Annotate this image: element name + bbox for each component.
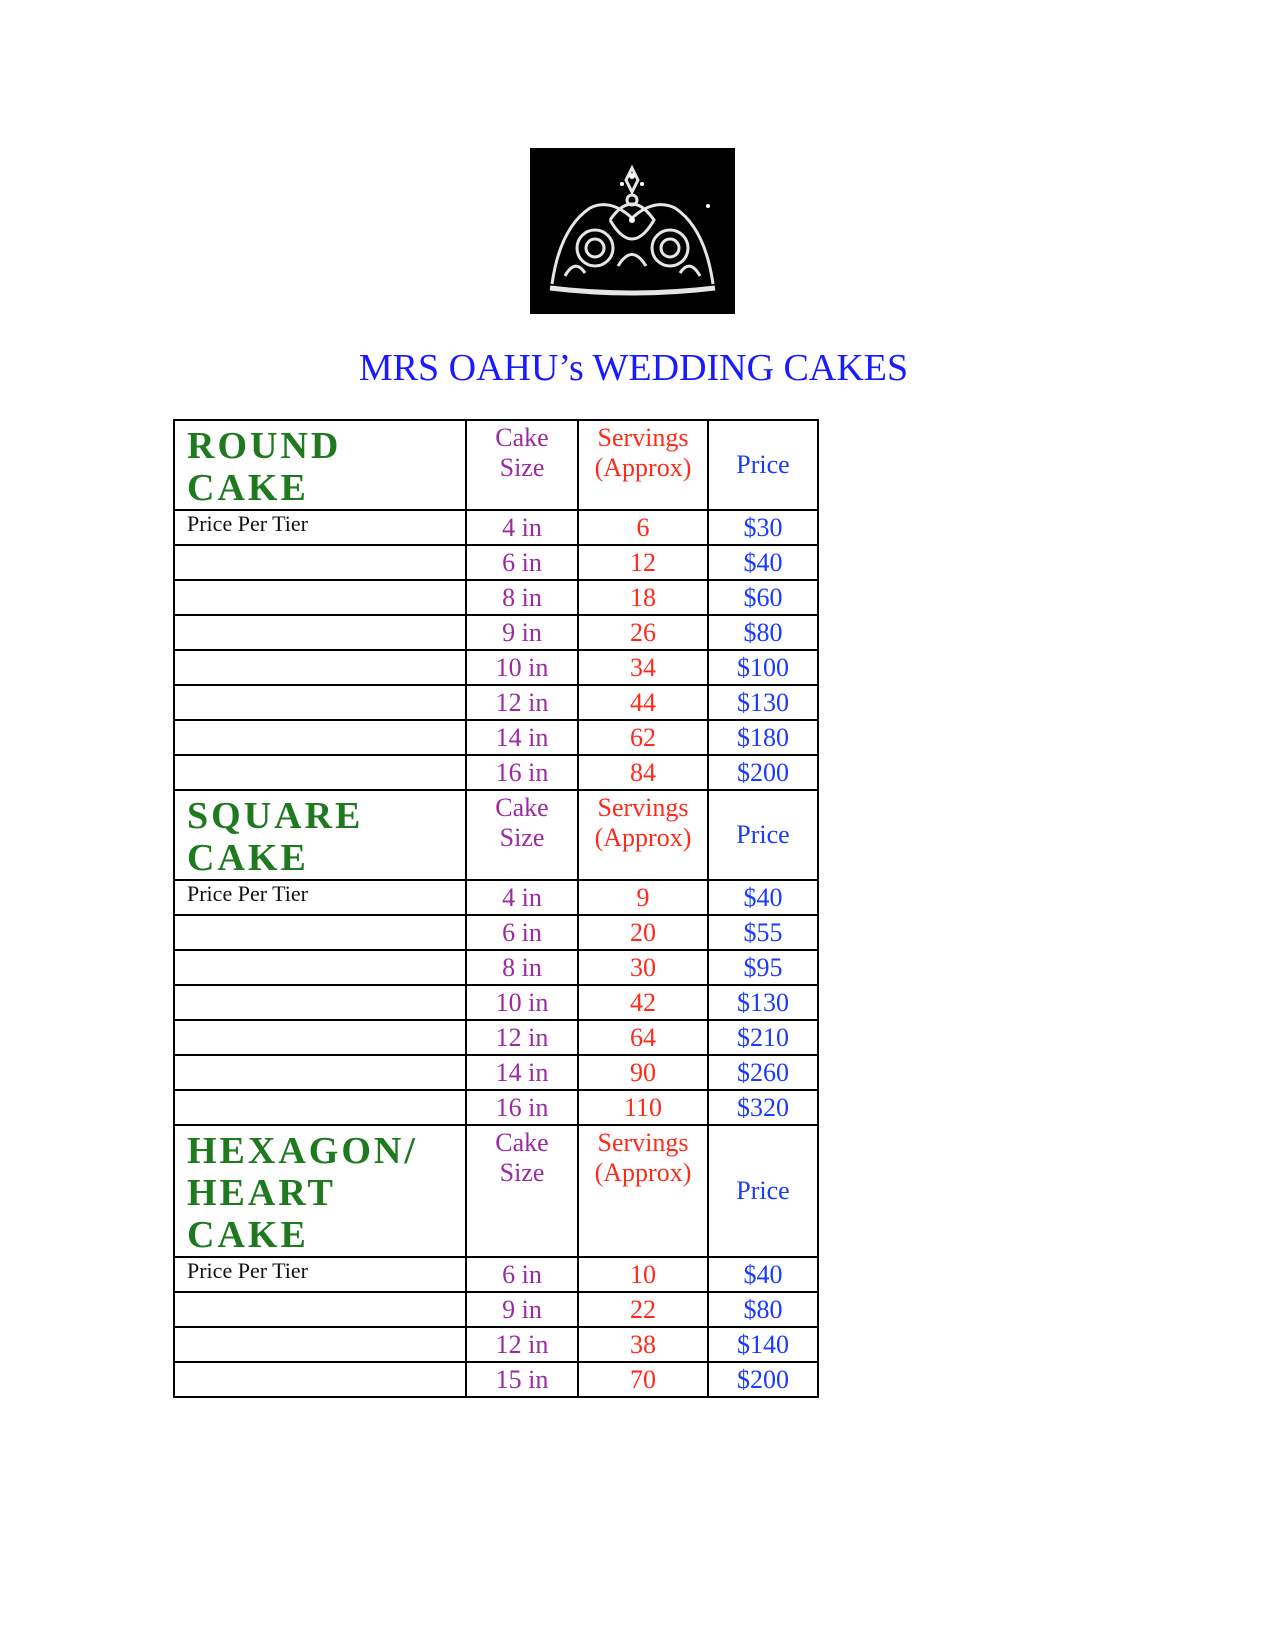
price-cell: $180 <box>708 720 818 755</box>
price-cell: $55 <box>708 915 818 950</box>
servings-cell: 64 <box>578 1020 708 1055</box>
servings-cell: 10 <box>578 1257 708 1292</box>
cake-size-cell: 9 in <box>466 1292 578 1327</box>
cake-size-cell: 8 in <box>466 580 578 615</box>
servings-cell: 44 <box>578 685 708 720</box>
price-cell: $95 <box>708 950 818 985</box>
section-header-row <box>174 790 818 880</box>
cake-size-cell: 16 in <box>466 755 578 790</box>
servings-cell: 84 <box>578 755 708 790</box>
cake-size-cell: 6 in <box>466 1257 578 1292</box>
table-row <box>174 510 818 545</box>
price-cell: $100 <box>708 650 818 685</box>
price-header: Price <box>708 1125 818 1257</box>
servings-cell: 18 <box>578 580 708 615</box>
servings-cell: 22 <box>578 1292 708 1327</box>
servings-header: Servings (Approx) <box>578 790 708 880</box>
tier-label <box>174 985 466 1020</box>
price-cell: $320 <box>708 1090 818 1125</box>
tiara-icon <box>530 148 735 314</box>
section-title: HEXAGON/ HEART CAKE <box>174 1125 466 1257</box>
table-row <box>174 720 818 755</box>
servings-cell: 30 <box>578 950 708 985</box>
tier-label <box>174 1327 466 1362</box>
price-header: Price <box>708 420 818 510</box>
table-row <box>174 1362 818 1397</box>
price-cell: $30 <box>708 510 818 545</box>
cake-size-cell: 14 in <box>466 1055 578 1090</box>
cake-size-cell: 6 in <box>466 915 578 950</box>
tier-label <box>174 615 466 650</box>
servings-cell: 6 <box>578 510 708 545</box>
price-cell: $60 <box>708 580 818 615</box>
table-row <box>174 650 818 685</box>
table-row <box>174 950 818 985</box>
cake-size-cell: 12 in <box>466 685 578 720</box>
cake-size-cell: 15 in <box>466 1362 578 1397</box>
cake-size-cell: 9 in <box>466 615 578 650</box>
price-cell: $140 <box>708 1327 818 1362</box>
cake-size-cell: 8 in <box>466 950 578 985</box>
servings-cell: 70 <box>578 1362 708 1397</box>
servings-cell: 110 <box>578 1090 708 1125</box>
table-row <box>174 985 818 1020</box>
tier-label <box>174 545 466 580</box>
tier-label <box>174 1090 466 1125</box>
cake-size-cell: 10 in <box>466 650 578 685</box>
cake-size-header: Cake Size <box>466 420 578 510</box>
tier-label <box>174 755 466 790</box>
servings-cell: 42 <box>578 985 708 1020</box>
table-row <box>174 915 818 950</box>
section-title: SQUARE CAKE <box>174 790 466 880</box>
servings-header: Servings (Approx) <box>578 1125 708 1257</box>
page-title: MRS OAHU’s WEDDING CAKES <box>358 347 909 389</box>
table-row <box>174 545 818 580</box>
table-row <box>174 685 818 720</box>
price-cell: $260 <box>708 1055 818 1090</box>
cake-size-cell: 12 in <box>466 1327 578 1362</box>
tier-label <box>174 1292 466 1327</box>
tier-label <box>174 650 466 685</box>
tier-label <box>174 1362 466 1397</box>
table-row <box>174 1292 818 1327</box>
tiara-logo <box>530 148 735 314</box>
table-row <box>174 1055 818 1090</box>
table-row <box>174 1090 818 1125</box>
tier-label: Price Per Tier <box>174 510 466 545</box>
servings-cell: 90 <box>578 1055 708 1090</box>
cake-size-cell: 4 in <box>466 510 578 545</box>
price-cell: $130 <box>708 685 818 720</box>
table-row <box>174 615 818 650</box>
table-row <box>174 580 818 615</box>
price-cell: $80 <box>708 1292 818 1327</box>
price-header: Price <box>708 790 818 880</box>
section-title: ROUND CAKE <box>174 420 466 510</box>
cake-size-cell: 12 in <box>466 1020 578 1055</box>
price-cell: $40 <box>708 1257 818 1292</box>
cake-size-header: Cake Size <box>466 1125 578 1257</box>
price-cell: $130 <box>708 985 818 1020</box>
tier-label <box>174 1055 466 1090</box>
cake-size-cell: 4 in <box>466 880 578 915</box>
tier-label: Price Per Tier <box>174 1257 466 1292</box>
price-cell: $200 <box>708 1362 818 1397</box>
servings-cell: 26 <box>578 615 708 650</box>
tier-label: Price Per Tier <box>174 880 466 915</box>
tier-label <box>174 915 466 950</box>
price-cell: $200 <box>708 755 818 790</box>
price-cell: $40 <box>708 880 818 915</box>
price-cell: $80 <box>708 615 818 650</box>
table-row <box>174 1257 818 1292</box>
table-row <box>174 1327 818 1362</box>
price-cell: $210 <box>708 1020 818 1055</box>
tier-label <box>174 950 466 985</box>
servings-cell: 20 <box>578 915 708 950</box>
section-header-row <box>174 420 818 510</box>
servings-cell: 9 <box>578 880 708 915</box>
cake-size-header: Cake Size <box>466 790 578 880</box>
cake-size-cell: 14 in <box>466 720 578 755</box>
cake-size-cell: 6 in <box>466 545 578 580</box>
servings-cell: 62 <box>578 720 708 755</box>
tier-label <box>174 685 466 720</box>
table-row <box>174 755 818 790</box>
table-row <box>174 880 818 915</box>
tier-label <box>174 720 466 755</box>
servings-cell: 38 <box>578 1327 708 1362</box>
servings-header: Servings (Approx) <box>578 420 708 510</box>
tier-label <box>174 1020 466 1055</box>
cake-price-table <box>173 419 819 1398</box>
section-header-row <box>174 1125 818 1257</box>
cake-size-cell: 16 in <box>466 1090 578 1125</box>
servings-cell: 34 <box>578 650 708 685</box>
price-cell: $40 <box>708 545 818 580</box>
table-row <box>174 1020 818 1055</box>
cake-size-cell: 10 in <box>466 985 578 1020</box>
servings-cell: 12 <box>578 545 708 580</box>
tier-label <box>174 580 466 615</box>
